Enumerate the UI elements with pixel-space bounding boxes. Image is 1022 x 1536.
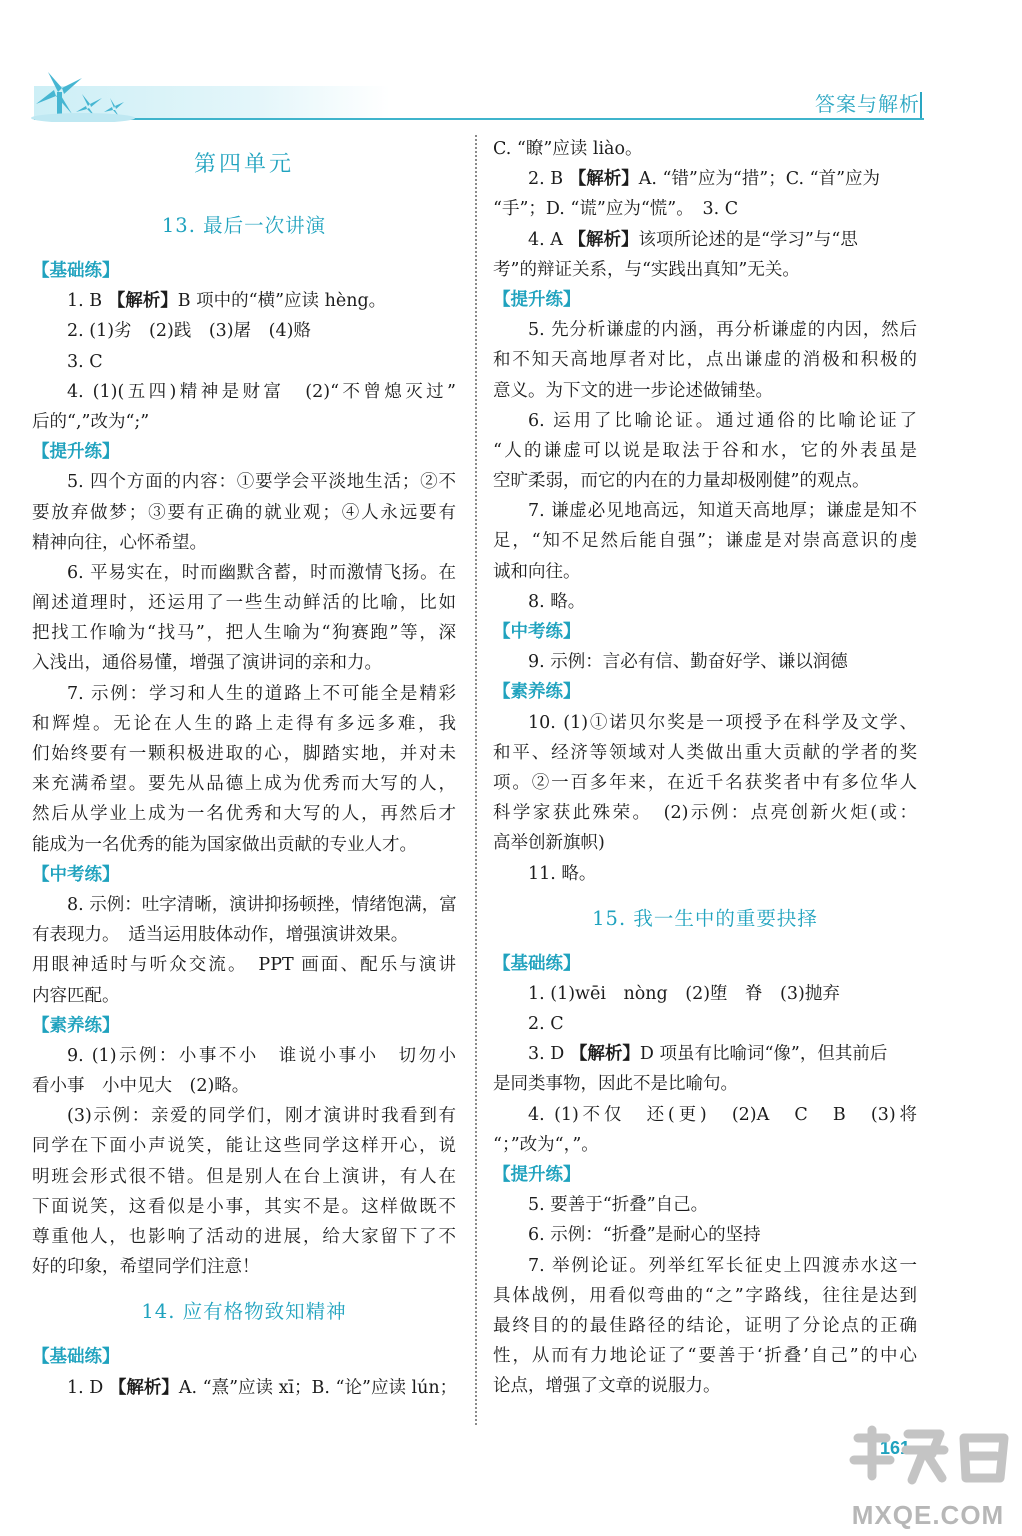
header-title: 答案与解析 xyxy=(815,92,920,116)
watermark-text: MXQE.COM xyxy=(851,1500,1005,1530)
header-rule xyxy=(34,118,924,120)
answer-line: 意义。为下文的进一步论述做铺垫。 xyxy=(493,380,773,401)
left-column xyxy=(32,134,456,1403)
answer-line: 和不知天高地厚者对比，点出谦虚的消极和积极的 xyxy=(493,350,917,371)
tag-basic: 【基础练】 xyxy=(32,1347,120,1368)
answer-line: 考”的辩证关系，与“实践出真知”无关。 xyxy=(493,259,800,280)
unit-title: 第四单元 xyxy=(193,152,294,177)
answer-line: 6. 运用了比喻论证。通过通俗的比喻论证了 xyxy=(528,410,917,431)
answer-line: 5. 先分析谦虚的内涵，再分析谦虚的内因，然后 xyxy=(528,320,917,341)
answer-line: 尊重他人，也影响了活动的进展，给大家留下了不 xyxy=(32,1227,456,1247)
answer-line: 和辉煌。无论在人生的路上走得有多远多难，我 xyxy=(32,713,456,734)
answer-line: 7. 谦虚必见地高远，知道天高地厚；谦虚是知不 xyxy=(528,501,917,522)
answer-line: 项。②一百多年来，在近千名获奖者中有多位华人 xyxy=(493,772,917,793)
answer-line: 科学家获此殊荣。 (2)示例：点亮创新火炬(或： xyxy=(493,803,917,824)
answer-line: 2. (1)劣 (2)践 (3)屠 (4)赂 xyxy=(67,321,311,342)
answer-line: 2. B 【解析】A. “错”应为“措”；C. “首”应为 xyxy=(528,169,881,190)
answer-line: 10. (1)①诺贝尔奖是一项授予在科学及文学、 xyxy=(528,712,917,733)
answer-line: 6. 平易实在，时而幽默含蓄，时而激情飞扬。在 xyxy=(67,562,456,583)
answer-line: 1. D 【解析】A. “熹”应读 xī；B. “论”应读 lún； xyxy=(67,1377,458,1398)
answer-line: 空旷柔弱，而它的内在的力量却极刚健”的观点。 xyxy=(493,471,870,492)
header-band xyxy=(34,86,924,120)
answer-line: 然后从学业上成为一名优秀和大写的人，再然后才 xyxy=(32,804,456,825)
answer-line: 内容匹配。 xyxy=(32,985,120,1006)
answer-line: 精神向往，心怀希望。 xyxy=(32,532,207,553)
answer-line: (3)示例：亲爱的同学们，刚才演讲时我看到有 xyxy=(67,1106,456,1127)
tag-basic: 【基础练】 xyxy=(493,953,581,974)
answer-line: 具体战例，用看似弯曲的“之”字路线，往往是达到 xyxy=(493,1285,917,1306)
answer-line: 7. 示例：学习和人生的道路上不可能全是精彩 xyxy=(67,683,456,704)
answer-line: 8. 略。 xyxy=(528,591,586,612)
answer-line: 5. 四个方面的内容：①要学会平淡地生活；②不 xyxy=(67,472,456,493)
answer-line: 来充满希望。要先从品德上成为优秀而大写的人， xyxy=(32,774,456,795)
answer-line: 4. (1)不仅 还(更) (2)A C B (3)将 xyxy=(528,1104,917,1125)
answer-line: 1. B 【解析】B 项中的“横”应读 hèng。 xyxy=(67,291,387,312)
answer-line: 最终目的的最佳路径的结论，证明了分论点的正确 xyxy=(493,1315,917,1336)
right-column xyxy=(493,134,917,1402)
tag-advanced: 【提升练】 xyxy=(493,289,581,310)
answer-line: 用眼神适时与听众交流。 PPT 画面、配乐与演讲 xyxy=(32,955,456,976)
answer-line: 4. (1)(五四)精神是财富 (2)“不曾熄灭过” xyxy=(67,381,456,402)
header-title-bar xyxy=(920,92,922,118)
tag-basic: 【基础练】 xyxy=(32,261,120,281)
answer-line: 8. 示例：吐字清晰，演讲抑扬顿挫，情绪饱满，富 xyxy=(67,894,457,915)
tag-advanced: 【提升练】 xyxy=(32,442,120,463)
answer-line: 高举创新旗帜) xyxy=(493,833,605,854)
answer-line: 9. (1)示例：小事不小 谁说小事小 切勿小 xyxy=(67,1045,456,1066)
answer-line: 下面说笑，这看似是小事，其实不是。这样做既不 xyxy=(32,1196,456,1217)
tag-literacy: 【素养练】 xyxy=(32,1015,120,1036)
page-header xyxy=(0,0,1022,130)
answer-line: 们始终要有一颗积极进取的心，脚踏实地，并对未 xyxy=(32,744,456,764)
answer-line: 明班会形式很不错。但是别人在台上演讲，有人在 xyxy=(32,1166,456,1187)
answer-line: “；”改为“，”。 xyxy=(493,1134,599,1155)
answer-line: 要放弃做梦；③要有正确的就业观；④人永远要有 xyxy=(32,502,456,523)
answer-line: 把找工作喻为“找马”，把人生喻为“狗赛跑”等，深 xyxy=(32,623,456,644)
answer-line: “人的谦虚可以说是取法于谷和水，它的外表虽是 xyxy=(493,440,917,461)
answer-line: 诚和向往。 xyxy=(493,561,581,582)
answer-line: 阐述道理时，还运用了一些生动鲜活的比喻，比如 xyxy=(32,593,456,614)
column-divider xyxy=(475,135,477,1425)
section-title-15: 15. 我一生中的重要抉择 xyxy=(592,906,818,930)
answer-line: 11. 略。 xyxy=(528,863,597,884)
answer-line: 3. D 【解析】D 项虽有比喻词“像”，但其前后 xyxy=(528,1044,888,1065)
answer-line: C. “瞭”应读 liào。 xyxy=(493,139,643,159)
answer-line: 看小事 小中见大 (2)略。 xyxy=(32,1076,250,1097)
answer-line: 和平、经济等领域对人类做出重大贡献的学者的奖 xyxy=(493,742,917,763)
answer-line: 2. C xyxy=(528,1014,564,1035)
answer-line: 有表现力。 适当运用肢体动作，增强演讲效果。 xyxy=(32,925,409,946)
page-number: 161 xyxy=(880,1438,911,1458)
answer-line: 好的印象，希望同学们注意！ xyxy=(32,1257,260,1278)
answer-line: 1. (1)wēi nòng (2)堕 脊 (3)抛弃 xyxy=(528,983,840,1004)
tag-exam: 【中考练】 xyxy=(493,622,581,642)
answer-line: 是同类事物，因此不是比喻句。 xyxy=(493,1074,738,1095)
answer-line: 性，从而有力地论证了“要善于‘折叠’自己”的中心 xyxy=(493,1346,917,1367)
section-title-13: 13. 最后一次讲演 xyxy=(161,214,327,237)
answer-line: 9. 示例：言必有信、勤奋好学、谦以润德 xyxy=(528,652,848,673)
answer-line: 5. 要善于“折叠”自己。 xyxy=(528,1195,709,1216)
answer-line: 7. 举例论证。列举红军长征史上四渡赤水这一 xyxy=(528,1255,917,1276)
answer-line: “手”；D. “谎”应为“慌”。 3. C xyxy=(493,199,739,220)
section-title-14: 14. 应有格物致知精神 xyxy=(141,1300,347,1324)
tag-literacy: 【素养练】 xyxy=(493,682,581,703)
windmill-logo-icon xyxy=(28,66,138,122)
answer-line: 同学在下面小声说笑，能让这些同学这样开心，说 xyxy=(32,1136,456,1157)
answer-line: 后的“,”改为“;” xyxy=(32,411,150,432)
tag-advanced: 【提升练】 xyxy=(493,1165,581,1185)
answer-line: 足，“知不足然后能自强”；谦虚是对崇高意识的虔 xyxy=(493,531,917,552)
answer-line: 能成为一名优秀的能为国家做出贡献的专业人才。 xyxy=(32,834,417,855)
answer-line: 入浅出，通俗易懂，增强了演讲词的亲和力。 xyxy=(32,653,382,674)
answer-line: 4. A 【解析】该项所论述的是“学习”与“思 xyxy=(528,229,858,250)
answer-line: 6. 示例：“折叠”是耐心的坚持 xyxy=(528,1225,761,1246)
answer-line: 3. C xyxy=(67,351,103,372)
tag-exam: 【中考练】 xyxy=(32,864,120,885)
answer-line: 论点，增强了文章的说服力。 xyxy=(493,1376,721,1397)
